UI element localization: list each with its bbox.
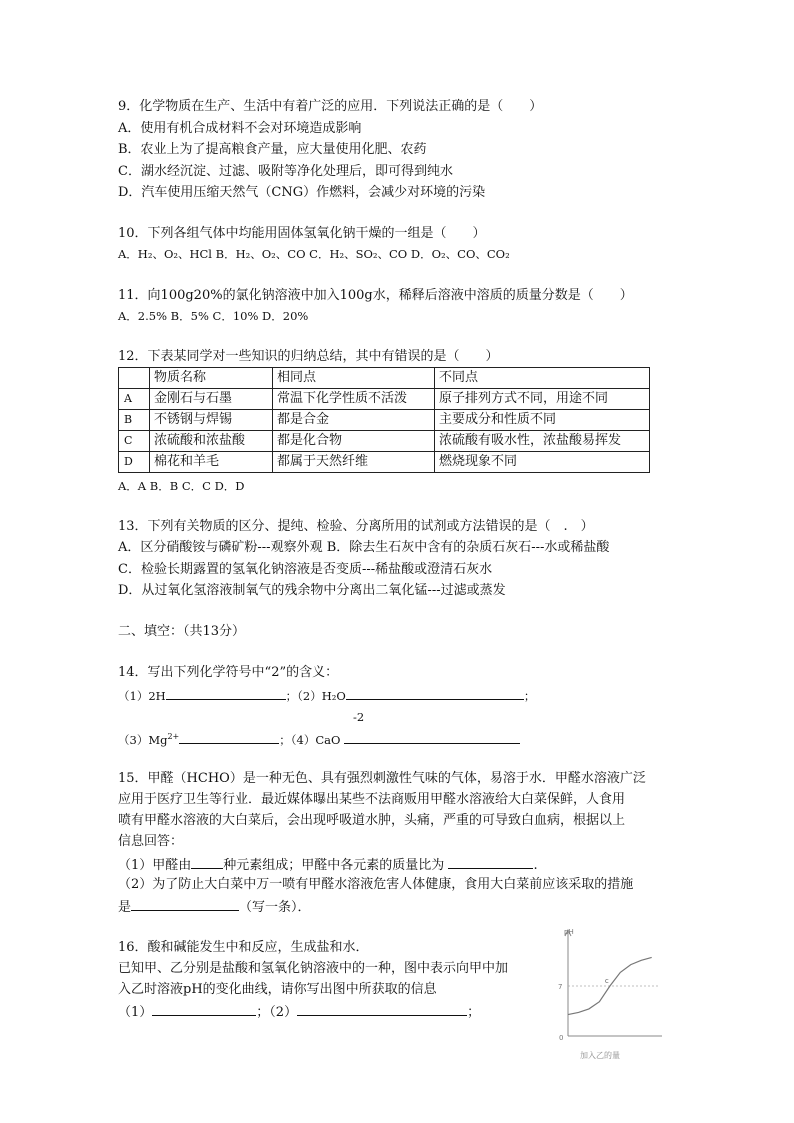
q10-options: A．H₂、O₂、HCl B．H₂、O₂、CO C．H₂、SO₂、CO D．O₂、CO、CO₂ (118, 247, 510, 261)
answer-blank[interactable] (346, 686, 524, 700)
table-cell: D (119, 452, 150, 473)
table-cell: C (119, 431, 150, 452)
q14-line-1 (118, 686, 535, 705)
q9-option-b: B．农业上为了提高粮食产量，应大量使用化肥、农药 (118, 142, 427, 157)
q15-line-3: 喷有甲醛水溶液的大白菜后，会出现呼吸道水肿，头痛，严重的可导致白血病，根据以上 (118, 813, 626, 828)
q13-option-c: C．检验长期露置的氢氧化钠溶液是否变质---稀盐酸或澄清石灰水 (118, 562, 493, 577)
table-row (119, 431, 650, 452)
q11-stem: 11．向100g20%的氯化钠溶液中加入100g水，稀释后溶液中溶质的质量分数是（ ） (118, 288, 633, 303)
separator: ； (467, 1005, 481, 1020)
table-cell: 金刚石与石墨 (150, 389, 273, 410)
q15-line-4: 信息回答： (118, 834, 184, 849)
q15-sub-2: （2）为了防止大白菜中万一喷有甲醛水溶液危害人体健康，食用大白菜前应该采取的措施 (118, 877, 634, 892)
q15-sub-2-text: 是 (118, 900, 132, 915)
table-header-cell: 不同点 (435, 368, 650, 389)
knowledge-table (118, 367, 650, 473)
answer-blank[interactable] (297, 1002, 467, 1016)
table-cell: 都属于天然纤维 (273, 452, 435, 473)
q9-stem: 9．化学物质在生产、生活中有着广泛的应用．下列说法正确的是（ ） (118, 99, 543, 114)
q10-stem: 10．下列各组气体中均能用固体氢氧化钠干燥的一组是（ ） (118, 226, 486, 241)
answer-blank[interactable] (131, 897, 239, 911)
valence-label: -2 (353, 710, 365, 724)
q14-part-3: （3）Mg (118, 732, 168, 747)
separator: ； (523, 689, 536, 703)
q13-stem: 13．下列有关物质的区分、提纯、检验、分离所用的试剂或方法错误的是（ . ） (118, 519, 594, 534)
table-cell: 常温下化学性质不活泼 (273, 389, 435, 410)
q15-line-1: 15．甲醛（HCHO）是一种无色、具有强烈刺激性气味的气体，易溶于水．甲醛水溶液广泛 (118, 771, 646, 786)
table-row (119, 389, 650, 410)
q12-options: A．A B．B C．C D．D (118, 479, 245, 493)
table-cell: A (119, 389, 150, 410)
x-axis-label: 加入乙的量 (580, 1051, 620, 1060)
q14-part-2: （2）H₂O (297, 689, 346, 703)
separator: ； (285, 689, 298, 703)
q15-line-2: 应用于医疗卫生等行业．最近媒体曝出某些不法商贩用甲醛水溶液给大白菜保鲜，人食用 (118, 792, 626, 807)
q14-stem: 14．写出下列化学符号中“2”的含义： (118, 665, 339, 680)
q14-part-1: （1）2H (118, 689, 166, 703)
answer-blank[interactable] (179, 730, 279, 744)
table-cell: 浓硫酸和浓盐酸 (150, 431, 273, 452)
q16-part-1: （1） (118, 1005, 153, 1020)
q16-answers (118, 1002, 480, 1021)
q12-stem: 12．下表某同学对一些知识的归纳总结，其中有错误的是（ ） (118, 349, 499, 364)
q13-option-d: D．从过氧化氢溶液制氧气的残余物中分离出二氧化锰---过滤或蒸发 (118, 583, 506, 598)
table-cell: B (119, 410, 150, 431)
table-cell: 都是化合物 (273, 431, 435, 452)
table-cell: 棉花和羊毛 (150, 452, 273, 473)
table-cell: 都是合金 (273, 410, 435, 431)
answer-blank[interactable] (152, 1002, 256, 1016)
q15-sub-1-text: 种元素组成；甲醛中各元素的质量比为 (223, 858, 445, 873)
table-cell: 原子排列方式不同，用途不同 (435, 389, 650, 410)
separator: ； (279, 732, 291, 747)
charge-superscript: 2+ (167, 732, 180, 741)
q14-line-2 (118, 728, 520, 749)
table-header-cell (119, 368, 150, 389)
q16-line-3: 入乙时溶液pH的变化曲线，请你写出图中所获取的信息 (118, 982, 437, 997)
y-axis-label: pH (564, 928, 574, 936)
q15-sub-1 (118, 855, 538, 874)
table-cell: 不锈钢与焊锡 (150, 410, 273, 431)
table-header-cell: 相同点 (273, 368, 435, 389)
answer-blank[interactable] (191, 855, 223, 869)
q9-option-a: A．使用有机合成材料不会对环境造成影响 (118, 121, 362, 136)
q15-sub-1-text: （1）甲醛由 (118, 858, 192, 873)
origin-label: 0 (559, 1034, 564, 1042)
y-tick-label: 7 (558, 983, 563, 991)
table-header-cell: 物质名称 (150, 368, 273, 389)
q15-sub-2-cont (118, 897, 311, 916)
table-row (119, 410, 650, 431)
section-heading: 二、填空：（共13分） (118, 624, 246, 639)
q9-option-c: C．湖水经沉淀、过滤、吸附等净化处理后，即可得到纯水 (118, 164, 453, 179)
q13-option-ab: A．区分硝酸铵与磷矿粉---观察外观 B．除去生石灰中含有的杂质石灰石---水或稀盐酸 (118, 540, 610, 555)
separator: ； (256, 1005, 270, 1020)
q15-sub-2-text: （写一条）． (239, 900, 311, 915)
answer-blank[interactable] (344, 730, 520, 744)
table-cell: 主要成分和性质不同 (435, 410, 650, 431)
table-row (119, 452, 650, 473)
q14-part-4: （4）CaO (290, 732, 341, 747)
table-cell: 浓硫酸有吸水性，浓盐酸易挥发 (435, 431, 650, 452)
answer-blank[interactable] (166, 686, 286, 700)
point-c-label: c (604, 977, 609, 985)
answer-blank[interactable] (448, 855, 533, 869)
table-cell: 燃烧现象不同 (435, 452, 650, 473)
ph-curve-chart (548, 924, 668, 1064)
q16-part-2: （2） (269, 1005, 298, 1020)
q16-line-2: 已知甲、乙分别是盐酸和氢氧化钠溶液中的一种，图中表示向甲中加 (118, 961, 509, 976)
q16-line-1: 16．酸和碱能发生中和反应，生成盐和水． (118, 940, 369, 955)
q11-options: A．2.5% B．5% C．10% D．20% (118, 309, 309, 323)
q9-option-d: D．汽车使用压缩天然气（CNG）作燃料，会减少对环境的污染 (118, 185, 486, 200)
table-header-row (119, 368, 650, 389)
q15-sub-1-text: . (533, 858, 538, 873)
